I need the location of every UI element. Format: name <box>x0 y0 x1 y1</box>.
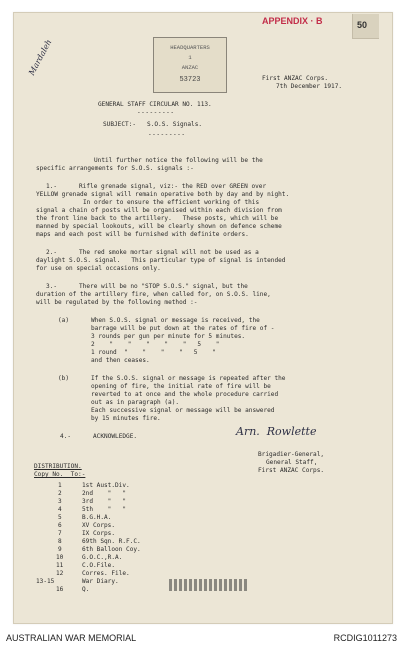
copy-to: B.G.H.A. <box>82 514 112 521</box>
para1-line: the front line back to the artillery. These posts, which will be <box>36 215 279 222</box>
sub-b-line: Each successive signal or message will be answered <box>58 407 275 414</box>
para3-line: 3.- There will be no "STOP S.O.S." signal, but the <box>46 283 248 290</box>
margin-note: Mardaleh <box>27 37 54 77</box>
redacted-mark <box>169 579 247 591</box>
copy-to: 1st Aust.Div. <box>82 482 130 489</box>
sub-a-line: and then ceases. <box>58 357 150 364</box>
para1-line: signal a chain of posts will be organised within each division from <box>36 207 282 214</box>
copy-no: 9 <box>58 546 62 553</box>
copy-to: War Diary. <box>82 578 119 585</box>
footer-collection: AUSTRALIAN WAR MEMORIAL <box>6 633 137 643</box>
para2-line: 2.- The red smoke mortar signal will not be used as a <box>46 249 259 256</box>
sub-a-line: (a) When S.O.S. signal or message is received, the <box>58 317 260 324</box>
stamp-number: 53723 <box>179 76 201 84</box>
copy-to: Q. <box>82 586 90 593</box>
distribution-subheading: Copy No. To:- <box>34 471 86 478</box>
copy-no: 3 <box>58 498 62 505</box>
copy-no: 11 <box>56 562 64 569</box>
sub-a-line: barrage will be put down at the rates of fire of - <box>58 325 275 332</box>
para1-line: maps and each post will be furnished with definite orders. <box>36 231 249 238</box>
stamp-line: 1 <box>188 54 192 61</box>
copy-no: 13-15 <box>36 578 55 585</box>
divider: --------- <box>137 109 175 116</box>
divider: --------- <box>148 131 186 138</box>
para2-line: for use on special occasions only. <box>36 265 161 272</box>
para2-line: daylight S.O.S. signal. This particular type of signal is intended <box>36 257 286 264</box>
sub-a-line: 2 " " " " " 5 " <box>58 341 220 348</box>
para1-line: 1.- Rifle grenade signal, viz:- the RED over GREEN over <box>46 183 267 190</box>
copy-no: 4 <box>58 506 62 513</box>
copy-no: 12 <box>56 570 64 577</box>
copy-no: 10 <box>56 554 64 561</box>
copy-to: 6th Balloon Coy. <box>82 546 141 553</box>
sub-a-line: 3 rounds per gun per minute for 5 minutes. <box>58 333 246 340</box>
copy-to: C.O.File. <box>82 562 116 569</box>
appendix-label: APPENDIX · B <box>262 16 323 26</box>
acknowledge-line: 4.- ACKNOWLEDGE. <box>60 433 138 440</box>
copy-no: 6 <box>58 522 62 529</box>
circular-title: GENERAL STAFF CIRCULAR NO. 113. <box>98 101 212 108</box>
sub-b-line: out as in paragraph (a). <box>58 399 180 406</box>
intro-line: specific arrangements for S.O.S. signals :- <box>36 165 194 172</box>
copy-to: IX Corps. <box>82 530 116 537</box>
stamp-line: HEADQUARTERS <box>170 44 210 51</box>
copy-to: 3rd " " <box>82 498 127 505</box>
subject-line: SUBJECT:- S.O.S. Signals. <box>103 121 203 128</box>
copy-to: G.O.C.,R.A. <box>82 554 123 561</box>
para1-line: In order to ensure the efficient working of this <box>50 199 260 206</box>
distribution-heading: DISTRIBUTION. <box>34 463 82 470</box>
sub-a-line: 1 round " " " " 5 " <box>58 349 216 356</box>
sub-b-line: by 15 minutes fire. <box>58 415 161 422</box>
copy-no: 16 <box>56 586 64 593</box>
para3-line: will be regulated by the following method :- <box>36 299 198 306</box>
copy-no: 2 <box>58 490 62 497</box>
copy-to: 69th Sqn. R.F.C. <box>82 538 141 545</box>
receipt-stamp <box>153 37 227 93</box>
stamp-line: ANZAC <box>181 64 199 71</box>
copy-to: 5th " " <box>82 506 127 513</box>
copy-no: 7 <box>58 530 62 537</box>
copy-to: 2nd " " <box>82 490 127 497</box>
page-number: 50 <box>357 20 368 30</box>
copy-to: XV Corps. <box>82 522 116 529</box>
para1-line: manned by special lookouts, will be clearly shown on defence scheme <box>36 223 282 230</box>
copy-no: 5 <box>58 514 62 521</box>
para3-line: duration of the artillery fire, when called for, on S.O.S. line, <box>36 291 271 298</box>
copy-no: 8 <box>58 538 62 545</box>
sub-b-line: (b) If the S.O.S. signal or message is repeated after the <box>58 375 286 382</box>
signature-role: General Staff, <box>266 459 318 466</box>
copy-no: 1 <box>58 482 62 489</box>
handwritten-signature: Arn. Rowlette <box>236 425 317 438</box>
origin: First ANZAC Corps. <box>262 75 329 82</box>
signature-unit: First ANZAC Corps. <box>258 467 325 474</box>
copy-to: Corres. File. <box>82 570 130 577</box>
sub-b-line: opening of fire, the initial rate of fire will be <box>58 383 271 390</box>
sub-b-line: reverted to at once and the whole procedure carried <box>58 391 279 398</box>
para1-line: YELLOW grenade signal will remain operative both by day and by night. <box>36 191 290 198</box>
signature-title: Brigadier-General, <box>258 451 325 458</box>
intro-line: Until further notice the following will be the <box>94 157 263 164</box>
document-page <box>13 12 393 624</box>
footer-record-id: RCDIG1011273 <box>333 633 397 643</box>
date: 7th December 1917. <box>276 83 343 90</box>
